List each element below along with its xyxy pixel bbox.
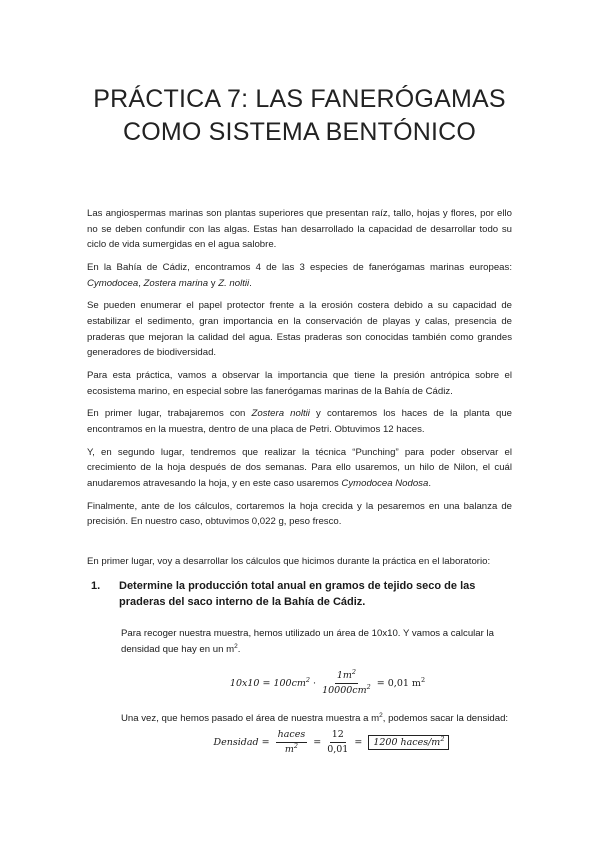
punching-text-a: Y, en segundo lugar, tendremos que realizar la técnica “Punching” para poder observar el crecimiento de la hoja después de dos semanas. Para ello usaremos, un hilo de Nilon, el cuál anudaremos atravesando la hoja, y en este caso usaremos <box>87 446 512 489</box>
title-line-2: COMO SISTEMA BENTÓNICO <box>122 118 477 146</box>
eq1-left: 10x10 <box>229 677 260 689</box>
paragraph-weighing: Finalmente, ante de los cálculos, cortaremos la hoja crecida y la pesaremos en una balanza de precisión. En nuestro caso, obtuvimos 0,022 g, peso fresco. <box>87 500 512 528</box>
eq1-fraction <box>322 667 371 697</box>
eq1-den-sup: 2 <box>366 682 371 691</box>
questions-list <box>87 578 512 610</box>
area-end: . <box>237 643 241 655</box>
eq1-result <box>387 675 426 689</box>
eq1-fraction-numerator <box>335 667 358 684</box>
species-end: . <box>249 277 252 289</box>
question-text: Determine la producción total anual en gramos de tejido seco de las praderas del saco interno de la Bahía de Cádiz. <box>119 580 476 609</box>
eq1-result-value: 0,01 m <box>387 677 421 689</box>
eq2-result-box <box>368 735 449 750</box>
species-zostera-noltii: Zostera noltii <box>251 408 310 420</box>
species-cymodocea: Cymodocea <box>87 277 139 289</box>
answer-paragraph-area <box>121 626 512 656</box>
eq1-result-sup: 2 <box>420 675 426 684</box>
answer-paragraph-density <box>121 711 512 726</box>
area-text: Para recoger nuestra muestra, hemos utilizado un área de 10x10. Y vamos a calcular la densidad que hay en un m <box>121 628 494 655</box>
eq2-equals: = <box>313 737 322 749</box>
species-zostera-marina: Zostera marina <box>143 277 209 289</box>
area-sup: 2 <box>234 642 238 650</box>
eq2-fraction-values <box>327 729 348 756</box>
equation-density <box>151 729 512 756</box>
species-z-noltii: Z. noltii <box>218 277 250 289</box>
eq1-mid <box>273 675 311 689</box>
eq1-dot: · <box>313 677 317 689</box>
eq2-units-den-sup: 2 <box>293 742 298 751</box>
paragraph-objective: Para esta práctica, vamos a observar la importancia que tiene la presión antrópica sobre el ecosistema marino, en especial sobre las fanerógamas marinas de la Bahía de Cádiz. <box>87 369 512 397</box>
eq2-fraction-units <box>276 729 308 756</box>
answer-block <box>87 626 512 756</box>
eq1-num-sup: 2 <box>351 667 357 676</box>
punching-text-b: . <box>428 477 431 489</box>
paragraph-importance: Se pueden enumerar el papel protector frente a la erosión costera debido a su capacidad de estabilizar el sedimento, gran importancia en la conservación de playas y calas, presencia de praderas que mejoran la calidad del agua. Estas praderas son conocidas también como grandes generadores de biodiversidad. <box>87 300 512 359</box>
species-separator: , <box>138 277 144 289</box>
paragraph-intro: Las angiospermas marinas son plantas superiores que presentan raíz, tallo, hojas y flores, por ello no se deben confundir con las algas. Estas han desarrollado la capacidad de desarrollar todo su ciclo de vida sumergidas en el agua salobre. <box>87 208 512 251</box>
eq1-equals: = <box>376 677 385 689</box>
eq1-mid-sup: 2 <box>305 675 311 684</box>
eq1-mid-value: 100cm <box>273 677 306 689</box>
eq2-result-sup: 2 <box>440 735 445 744</box>
equation-area-conversion <box>143 667 512 697</box>
paragraph-counting <box>87 406 512 437</box>
eq2-units-numerator: haces <box>276 729 308 743</box>
density-end: , podemos sacar la densidad: <box>382 712 509 724</box>
title-line-1: PRÁCTICA 7: LAS FANERÓGAMAS <box>93 85 506 113</box>
page-title <box>87 0 512 149</box>
eq2-values-numerator: 12 <box>330 729 346 743</box>
question-item <box>87 578 512 610</box>
paragraph-species <box>87 260 512 291</box>
eq1-den-value: 10000cm <box>322 684 367 696</box>
eq1-fraction-denominator <box>322 684 371 697</box>
counting-text-b: y contaremos los haces de la planta que encontramos en la muestra, dentro de una placa de Petri. Obtuvimos 12 haces. <box>87 408 512 435</box>
counting-text-a: En primer lugar, trabajaremos con <box>87 408 252 420</box>
density-sup: 2 <box>379 711 383 719</box>
eq2-units-den-value: m <box>284 744 294 756</box>
paragraph-calculations-intro: En primer lugar, voy a desarrollar los cálculos que hicimos durante la práctica en el laboratorio: <box>87 555 491 567</box>
eq1-num-value: 1m <box>336 669 352 681</box>
eq2-values-denominator: 0,01 <box>327 744 349 756</box>
species-separator: y <box>208 277 219 289</box>
paragraph-punching <box>87 445 512 492</box>
eq2-equals: = <box>354 737 363 749</box>
eq2-equals: = <box>261 737 270 749</box>
density-text: Una vez, que hemos pasado el área de nuestra muestra a m <box>121 712 380 724</box>
eq2-result-value: 1200 haces/m <box>373 737 441 749</box>
species-text: En la Bahía de Cádiz, encontramos 4 de las 3 especies de fanerógamas marinas europeas: <box>87 261 512 273</box>
eq2-units-denominator <box>285 743 298 756</box>
eq1-equals: = <box>262 677 271 689</box>
eq2-label: Densidad <box>213 737 259 749</box>
species-cymodocea-nodosa: Cymodocea Nodosa <box>341 477 429 489</box>
question-number: 1. <box>91 580 101 593</box>
